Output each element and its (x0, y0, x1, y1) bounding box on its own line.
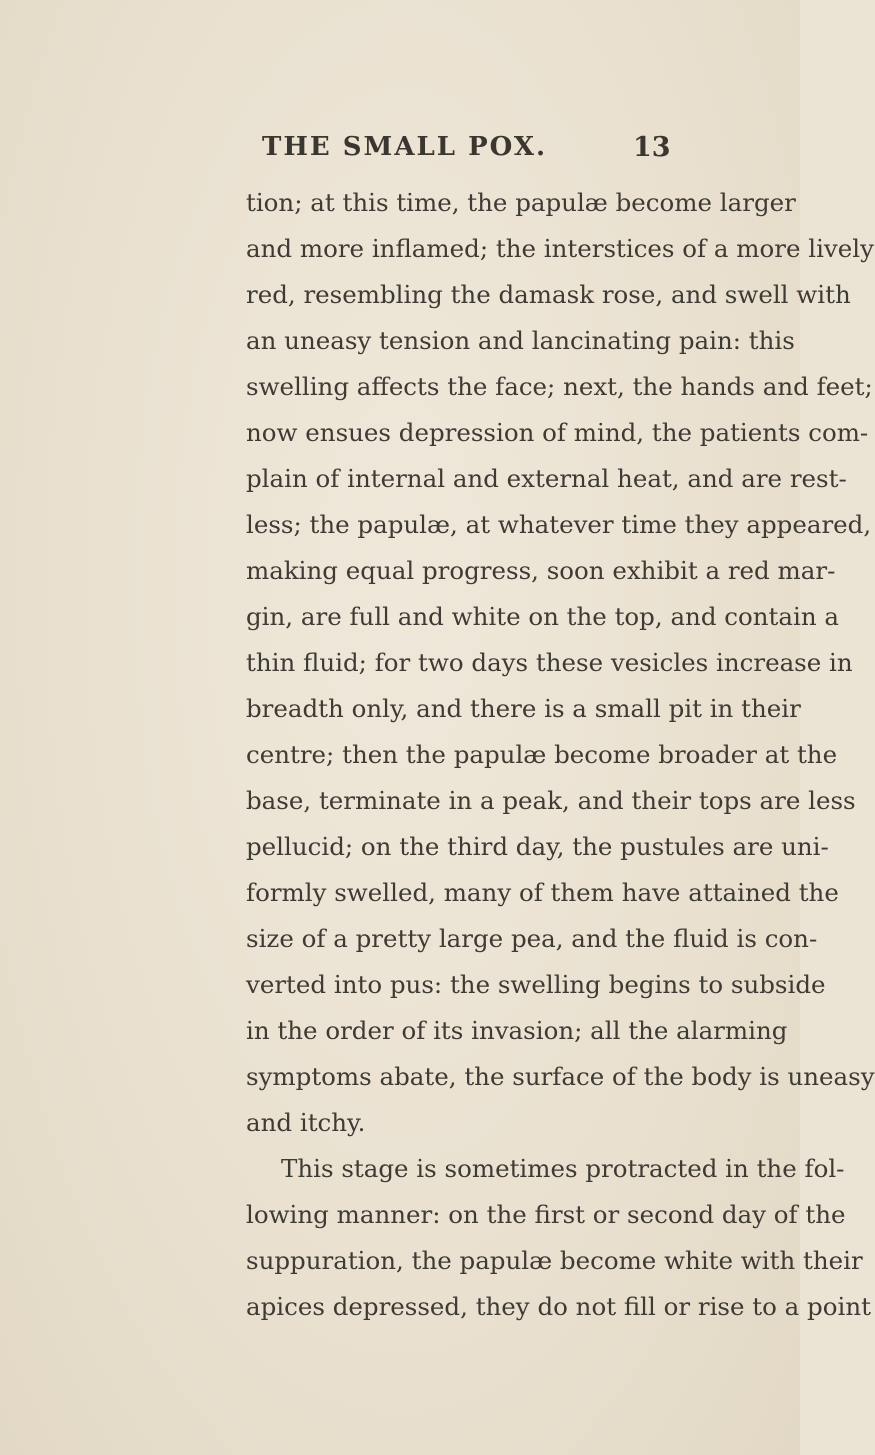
text-line: This stage is sometimes protracted in the fol- (281, 1154, 845, 1183)
text-line: verted into pus: the swelling begins to subside (246, 970, 826, 999)
text-line: base, terminate in a peak, and their tops are less (246, 786, 856, 815)
text-line: in the order of its invasion; all the alarming (246, 1016, 788, 1045)
running-head: THE SMALL POX. (262, 132, 548, 162)
text-line: and more inflamed; the interstices of a more lively (246, 234, 874, 263)
text-line: size of a pretty large pea, and the fluid is con- (246, 924, 818, 953)
text-line: red, resembling the damask rose, and swell with (246, 280, 851, 309)
text-line: symptoms abate, the surface of the body is uneasy (246, 1062, 875, 1091)
text-line: gin, are full and white on the top, and contain a (246, 602, 840, 631)
text-line: thin fluid; for two days these vesicles increase in (246, 648, 853, 677)
text-line: apices depressed, they do not fill or rise to a point (246, 1292, 871, 1321)
text-line: formly swelled, many of them have attained the (246, 878, 839, 907)
text-line: tion; at this time, the papulæ become larger (246, 188, 796, 217)
text-line: suppuration, the papulæ become white with their (246, 1246, 863, 1275)
text-line: plain of internal and external heat, and are rest- (246, 464, 847, 493)
text-line: less; the papulæ, at whatever time they appeared, (246, 510, 872, 539)
page-header (0, 132, 800, 176)
text-line: lowing manner: on the first or second day of the (246, 1200, 846, 1229)
text-line: making equal progress, soon exhibit a red mar- (246, 556, 836, 585)
text-line: and itchy. (246, 1108, 366, 1137)
text-line: swelling affects the face; next, the hands and feet; (246, 372, 873, 401)
page-number: 13 (633, 132, 671, 163)
text-line: centre; then the papulæ become broader at the (246, 740, 838, 769)
text-line: pellucid; on the third day, the pustules are uni- (246, 832, 829, 861)
text-line: breadth only, and there is a small pit in their (246, 694, 801, 723)
text-line: an uneasy tension and lancinating pain: this (246, 326, 795, 355)
text-line: now ensues depression of mind, the patients com- (246, 418, 869, 447)
